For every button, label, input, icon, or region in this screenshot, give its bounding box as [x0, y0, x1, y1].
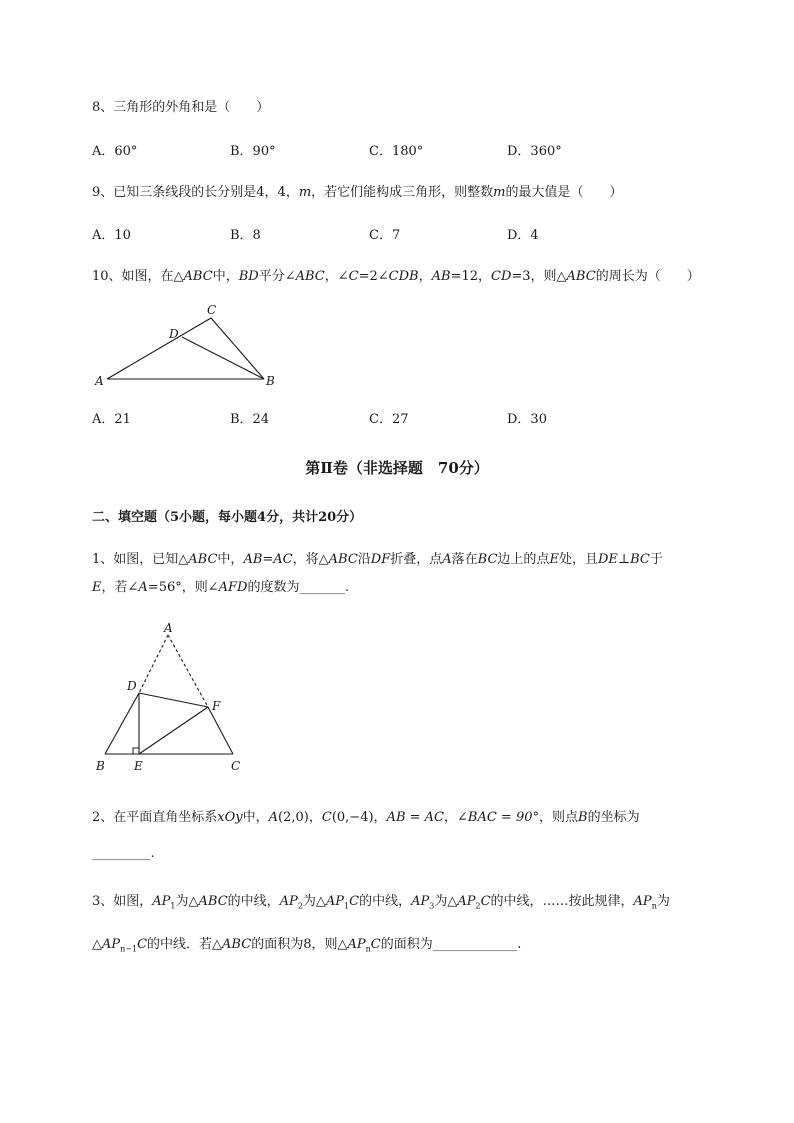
- q10-side-ac: [107, 318, 211, 379]
- section-2-title: 第Ⅱ卷（非选择题 70分）: [305, 459, 489, 477]
- fill-1-label-f: F: [212, 699, 221, 713]
- q10-label-b: B: [266, 374, 275, 388]
- fill-2-text: 2、在平面直角坐标系xOy中，A(2,0)，C(0,−4)，AB = AC，∠BAC = 90°，则点B的坐标为: [92, 810, 640, 825]
- q10-option-b: B．24: [230, 412, 270, 427]
- q10-option-d: D．30: [507, 412, 547, 427]
- q8-option-b: B．90°: [230, 144, 276, 159]
- section-2-subtitle: 二、填空题（5小题，每小题4分，共计20分）: [92, 510, 363, 525]
- fill-1-text-line2: E，若∠A=56°，则∠AFD的度数为_______.: [92, 580, 350, 595]
- fill-3-text-line1: 3、如图，$AP_1$为△ABC的中线，$AP_2$为$\triangle AP_1C$的中线，$AP_3$为$\triangle AP_2C$的中线，……按此规律，$AP_n$为: [92, 894, 670, 911]
- fill-2-answer-blank: _________.: [92, 846, 155, 861]
- q8-option-a: A．60°: [92, 144, 138, 159]
- q9-option-a: A．10: [92, 228, 131, 243]
- fill-1-fold-figure: [90, 622, 255, 777]
- fold-dashed-af: [168, 635, 208, 707]
- question-10-text: 10、如图，在△ABC中，BD平分∠ABC，∠C=2∠CDB，AB=12，CD=3，则△ABC的周长为（ ）: [92, 269, 700, 284]
- question-9-text: 9、已知三条线段的长分别是4，4，m，若它们能构成三角形，则整数m的最大值是（ ）: [92, 185, 623, 200]
- fill-1-label-e: E: [134, 759, 143, 773]
- side-bd: [105, 693, 139, 754]
- question-8-text: 8、三角形的外角和是（ ）: [92, 100, 270, 115]
- segment-ef: [139, 707, 208, 754]
- fill-1-label-a: A: [164, 622, 173, 635]
- q9-option-d: D．4: [507, 228, 539, 243]
- fill-1-label-c: C: [231, 759, 241, 773]
- q8-option-c: C．180°: [369, 144, 424, 159]
- q10-bisector-bd: [182, 337, 264, 379]
- q10-option-c: C．27: [369, 412, 409, 427]
- q10-label-d: D: [169, 327, 179, 341]
- q10-label-c: C: [207, 305, 217, 317]
- right-angle-mark: [133, 748, 139, 754]
- q9-option-c: C．7: [369, 228, 401, 243]
- q10-side-cb: [211, 318, 264, 379]
- q10-option-a: A．21: [92, 412, 131, 427]
- fold-dashed-ad: [139, 635, 168, 693]
- fill-3-text-line2: $\triangle AP_{n-1}C$的中线．若△ABC的面积为8，则$\triangle AP_nC$的面积为_____________.: [92, 937, 522, 954]
- q8-option-d: D．360°: [507, 144, 562, 159]
- q10-triangle-figure: [90, 305, 290, 395]
- fill-1-label-d: D: [127, 679, 137, 693]
- fill-1-label-b: B: [96, 759, 105, 773]
- side-fc: [208, 707, 233, 754]
- segment-df: [139, 693, 208, 707]
- fill-1-text-line1: 1、如图，已知△ABC中，AB=AC，将△ABC沿DF折叠，点A落在BC边上的点E处，且DE⊥BC于: [92, 552, 663, 567]
- q9-option-b: B．8: [230, 228, 261, 243]
- q10-label-a: A: [95, 374, 104, 388]
